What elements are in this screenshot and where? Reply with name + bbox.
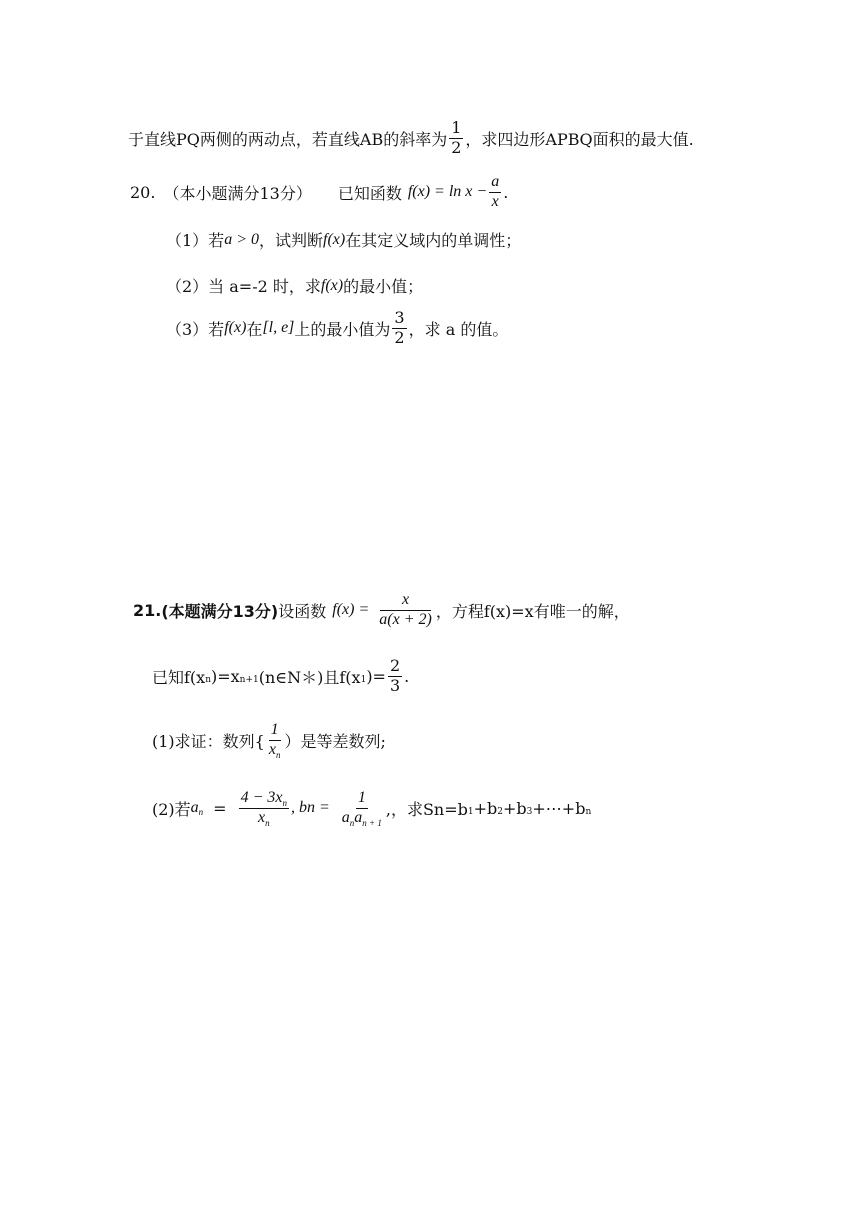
text: 上的最小值为 [294, 319, 391, 339]
function-expression: f(x) = ln x − [407, 183, 488, 201]
question-number: 20. [130, 182, 156, 202]
function-symbol: f(x) [323, 230, 346, 248]
function-expression: f(x) = [332, 601, 370, 619]
q21-given [152, 658, 409, 695]
variable: a [354, 808, 363, 826]
part-label: (1)求证：数列{ [152, 731, 265, 751]
text: 已知f(x [152, 667, 206, 687]
text: , bn = [290, 799, 330, 817]
score-note: (本题满分13分) [161, 601, 279, 621]
fraction [239, 790, 289, 827]
variable: x [257, 808, 266, 826]
period: . [404, 666, 410, 686]
subscript: n [275, 749, 281, 760]
text: )= [366, 666, 386, 686]
function-symbol: f(x) [320, 276, 344, 294]
subscript: 3 [526, 807, 533, 818]
subscript: n [282, 798, 287, 808]
text: +b [473, 798, 498, 818]
fraction [340, 790, 384, 827]
fraction [392, 310, 406, 347]
text: 在 [246, 319, 263, 339]
subscript: n+1 [239, 675, 259, 686]
interval: [l, e] [262, 319, 295, 337]
fraction-numerator: 1 [356, 790, 368, 809]
fraction-numerator: a [489, 174, 501, 193]
intro-text: 设函数 [278, 601, 327, 621]
period: . [503, 182, 509, 202]
problem-19-continuation [128, 120, 694, 157]
fraction-denominator: 2 [451, 137, 462, 157]
subscript: n [585, 807, 592, 818]
fraction-numerator: 1 [451, 118, 462, 137]
q20-part3 [166, 310, 508, 347]
q20-header [130, 174, 508, 211]
part-label: （1）若 [166, 231, 225, 250]
fraction [489, 174, 501, 211]
subscript: n [198, 807, 204, 818]
q20-part2 [166, 274, 423, 297]
q20-part1 [166, 228, 521, 251]
equals: = [213, 798, 227, 818]
part-label: （3）若 [166, 319, 225, 339]
q21-part2 [152, 790, 591, 827]
fraction-denominator: 3 [389, 675, 401, 695]
text: +b [503, 798, 527, 818]
variable: a [190, 799, 199, 817]
part-label: (2)若 [152, 799, 191, 819]
fraction-denominator: a(x + 2) [379, 610, 432, 628]
fraction-numerator: 3 [394, 308, 405, 327]
text: +⋯+b [532, 798, 586, 818]
expression: 4 − 3x [240, 789, 283, 806]
variable: x [268, 740, 276, 758]
fraction-denominator [256, 809, 272, 827]
subscript: n + 1 [362, 817, 382, 828]
fraction-denominator [340, 809, 384, 827]
text: )=x [211, 666, 240, 686]
text: ，求 a 的值。 [408, 319, 509, 339]
fraction-denominator: 2 [394, 327, 405, 347]
condition: a > 0 [224, 230, 259, 248]
fraction [377, 592, 434, 629]
function-symbol: f(x) [224, 319, 247, 337]
question-number: 21. [133, 600, 162, 620]
fraction-denominator [267, 741, 283, 759]
text: ，方程f(x)=x有唯一的解， [435, 601, 630, 621]
text: 于直线PQ两侧的两动点，若直线AB的斜率为 [128, 129, 448, 149]
score-note: （本小题满分13分） [163, 183, 312, 203]
fraction-numerator: 2 [389, 656, 401, 675]
text: ，试判断 [258, 231, 323, 250]
q21-header [133, 592, 630, 629]
fraction [267, 722, 283, 759]
text: ,，求Sn=b [385, 799, 468, 819]
fraction-numerator: x [380, 592, 431, 611]
text: ）是等差数列; [284, 731, 386, 751]
subscript: 2 [497, 807, 503, 818]
fraction-numerator [239, 790, 289, 809]
subscript: n [265, 817, 270, 828]
subscript: n [349, 817, 355, 828]
subscript: 1 [360, 675, 367, 686]
intro-text: 已知函数 [337, 183, 402, 203]
variable: a [341, 808, 350, 826]
subscript: 1 [467, 807, 474, 818]
fraction [449, 120, 463, 157]
part-label: （2）当 a=-2 时，求 [166, 277, 321, 296]
text: 在其定义域内的单调性； [345, 231, 522, 250]
text: (n∈N＊)且f(x [258, 667, 361, 687]
q21-part1 [152, 722, 386, 759]
fraction [388, 658, 402, 695]
fraction-numerator: 1 [269, 722, 281, 741]
fraction-denominator: x [491, 192, 499, 210]
text: ，求四边形APBQ面积的最大值. [465, 129, 694, 149]
text: 的最小值； [343, 277, 424, 296]
subscript: n [205, 675, 211, 686]
